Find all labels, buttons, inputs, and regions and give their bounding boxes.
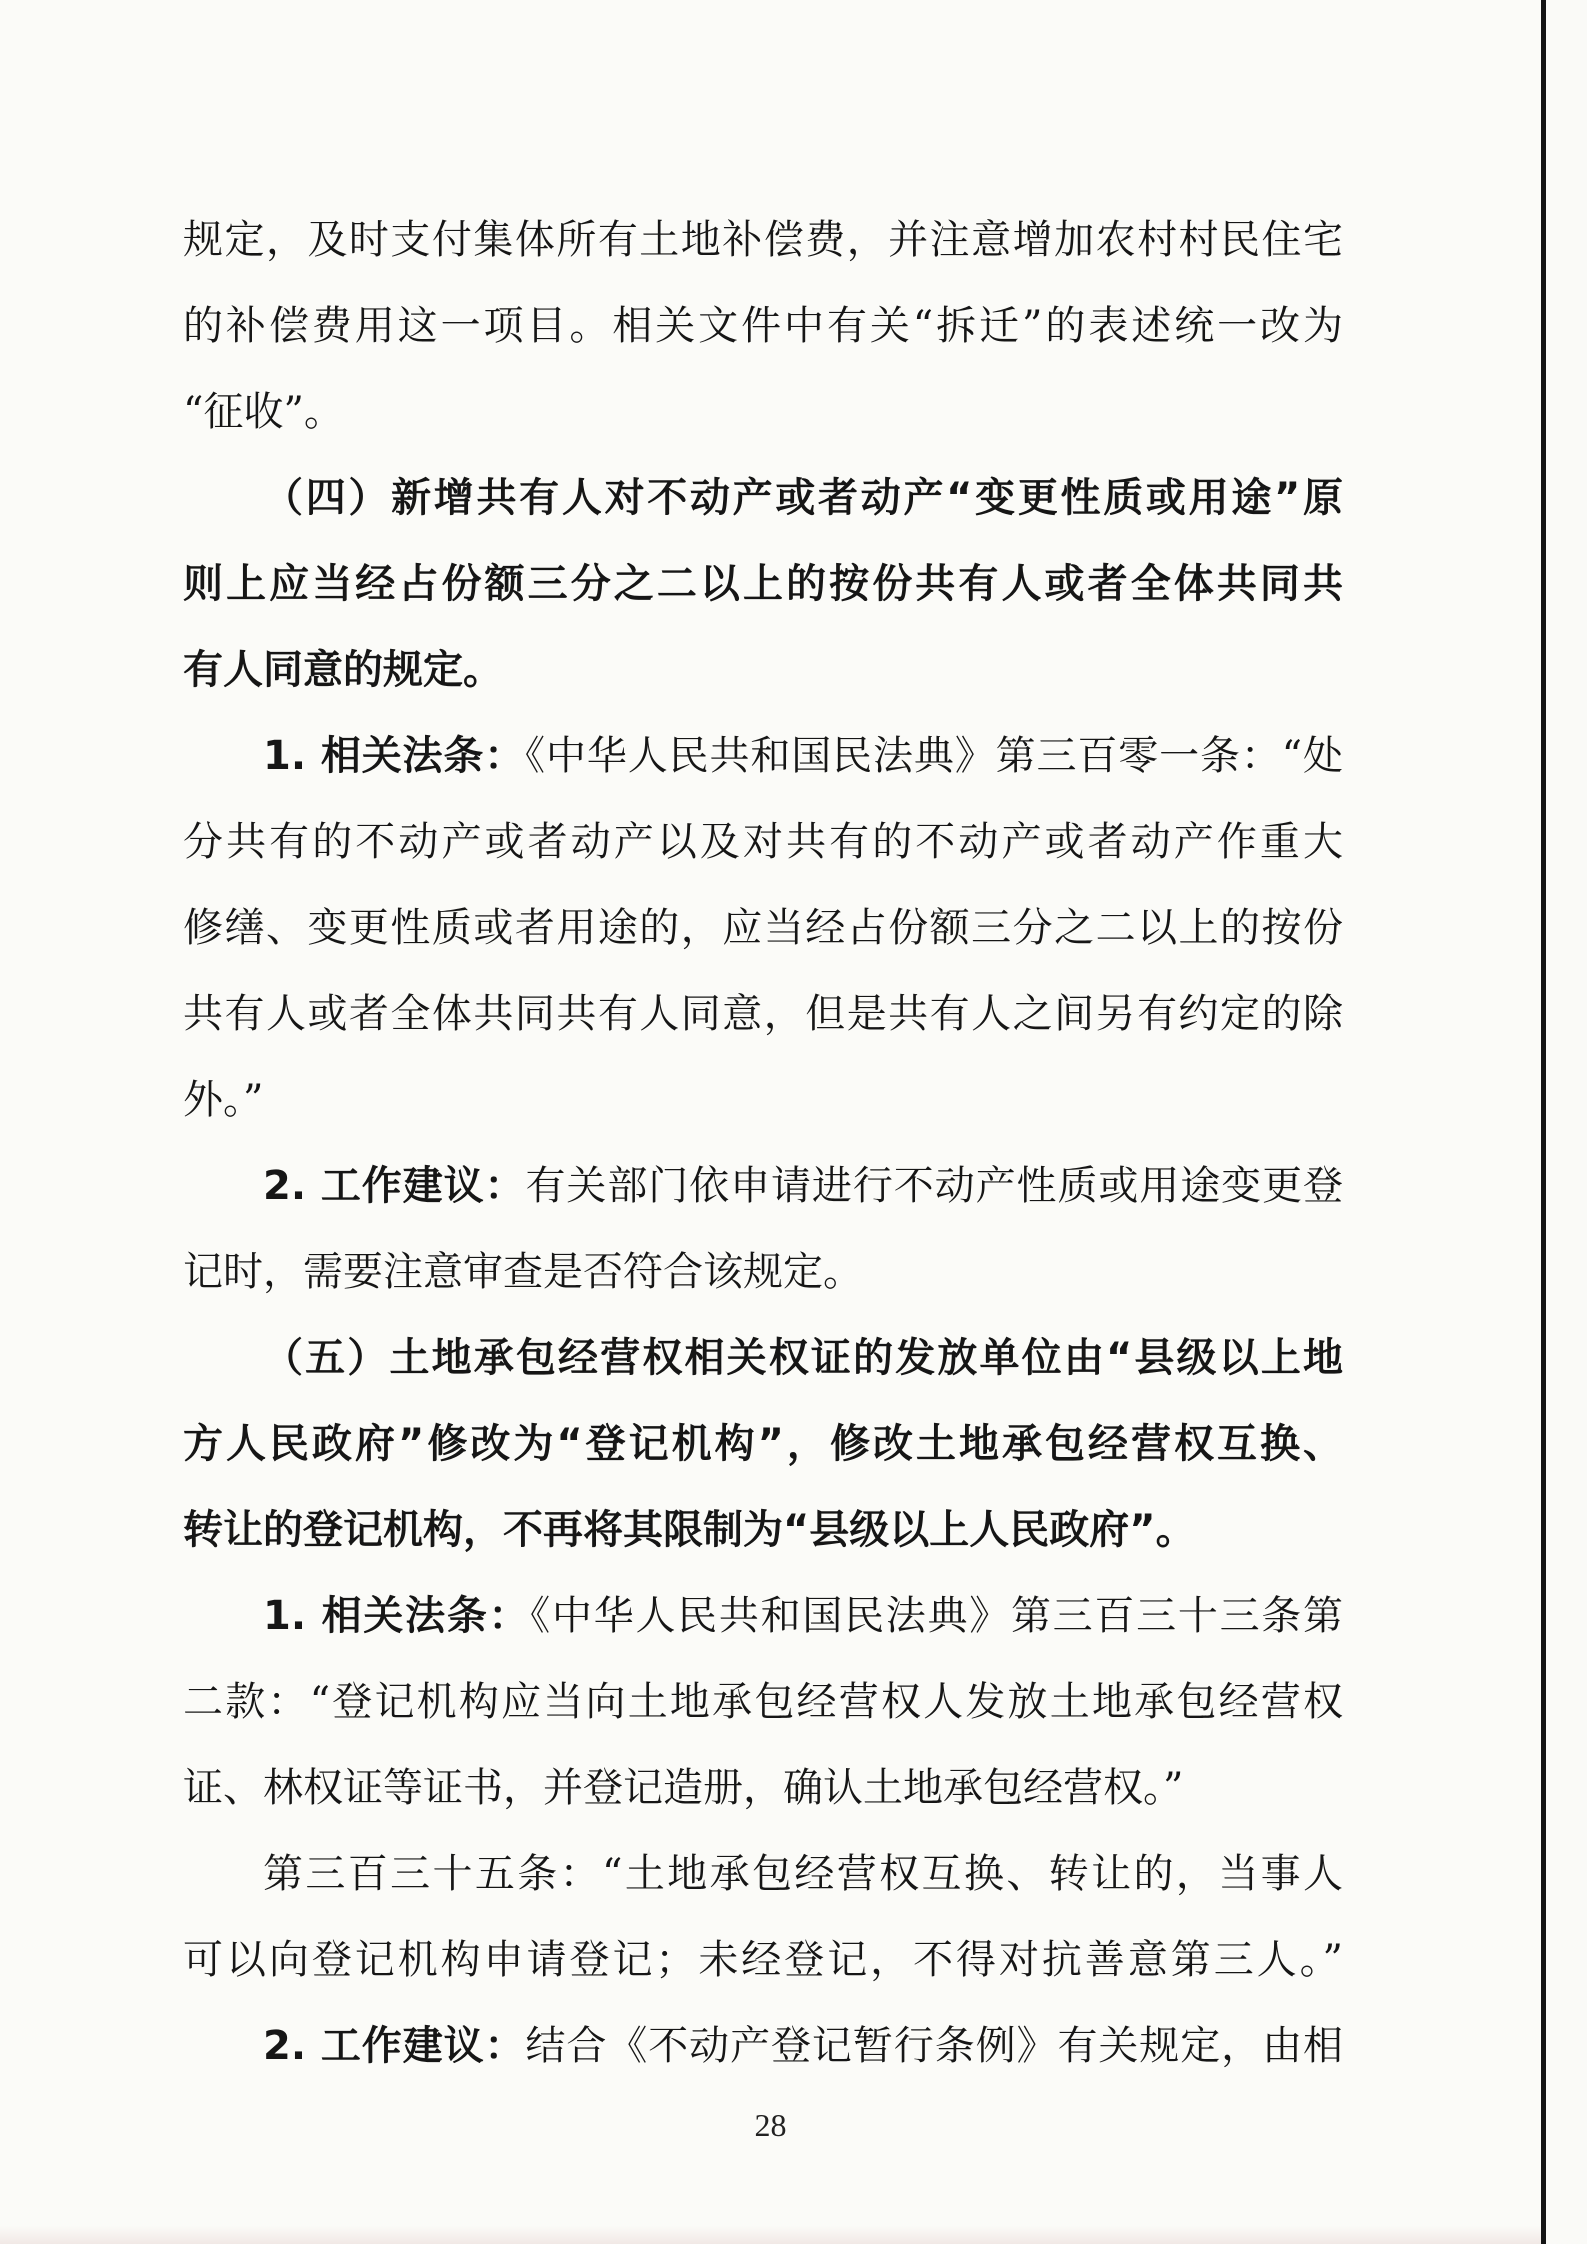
section-heading-line: 有人同意的规定。 (183, 647, 503, 693)
paragraph-line: 规定，及时支付集体所有土地补偿费，并注意增加农村村民住宅 (183, 217, 1343, 263)
scan-edge-line (1541, 0, 1546, 2244)
paragraph-line: 外。” (183, 1077, 264, 1123)
paragraph-line (263, 1143, 1343, 1229)
page-number: 28 (754, 2107, 787, 2143)
paragraph-line: 共有人或者全体共同共有人同意，但是共有人之间另有约定的除 (183, 991, 1343, 1037)
paragraph-line: 记时，需要注意审查是否符合该规定。 (183, 1249, 863, 1295)
item-text: 结合《不动产登记暂行条例》有关规定，由相 (525, 2023, 1343, 2069)
paragraph-line: 可以向登记机构申请登记；未经登记，不得对抗善意第三人。” (183, 1937, 1343, 1983)
section-heading-line: 则上应当经占份额三分之二以上的按份共有人或者全体共同共 (183, 561, 1343, 607)
item-text: 《中华人民共和国民法典》第三百零一条：“处 (525, 733, 1344, 779)
item-text: 有关部门依申请进行不动产性质或用途变更登 (525, 1163, 1343, 1209)
item-lead: 1. 相关法条： (263, 1593, 531, 1639)
paragraph-line (263, 2003, 1343, 2089)
item-text: 《中华人民共和国民法典》第三百三十三条第 (530, 1593, 1344, 1639)
paragraph-line: “征收”。 (183, 389, 344, 435)
section-heading-line: （四）新增共有人对不动产或者动产“变更性质或用途”原 (263, 475, 1343, 521)
paragraph-line (263, 1573, 1343, 1659)
item-lead: 1. 相关法条： (263, 733, 526, 779)
paragraph-line: 修缮、变更性质或者用途的，应当经占份额三分之二以上的按份 (183, 905, 1343, 951)
section-heading-line: （五）土地承包经营权相关权证的发放单位由“县级以上地 (263, 1335, 1343, 1381)
section-heading-line: 方人民政府”修改为“登记机构”，修改土地承包经营权互换、 (183, 1421, 1343, 1467)
paragraph-line: 分共有的不动产或者动产以及对共有的不动产或者动产作重大 (183, 819, 1343, 865)
paragraph-line: 二款：“登记机构应当向土地承包经营权人发放土地承包经营权 (183, 1679, 1343, 1725)
paragraph-line (263, 713, 1343, 799)
item-lead: 2. 工作建议： (263, 2023, 526, 2069)
paragraph-line: 证、林权证等证书，并登记造册，确认土地承包经营权。” (183, 1765, 1184, 1811)
paragraph-line: 第三百三十五条：“土地承包经营权互换、转让的，当事人 (263, 1851, 1343, 1897)
scan-bottom-strip (0, 2226, 1541, 2244)
item-lead: 2. 工作建议： (263, 1163, 526, 1209)
paragraph-line: 的补偿费用这一项目。相关文件中有关“拆迁”的表述统一改为 (183, 303, 1343, 349)
section-heading-line: 转让的登记机构，不再将其限制为“县级以上人民政府”。 (183, 1507, 1196, 1553)
scan-edge (1541, 0, 1587, 2244)
